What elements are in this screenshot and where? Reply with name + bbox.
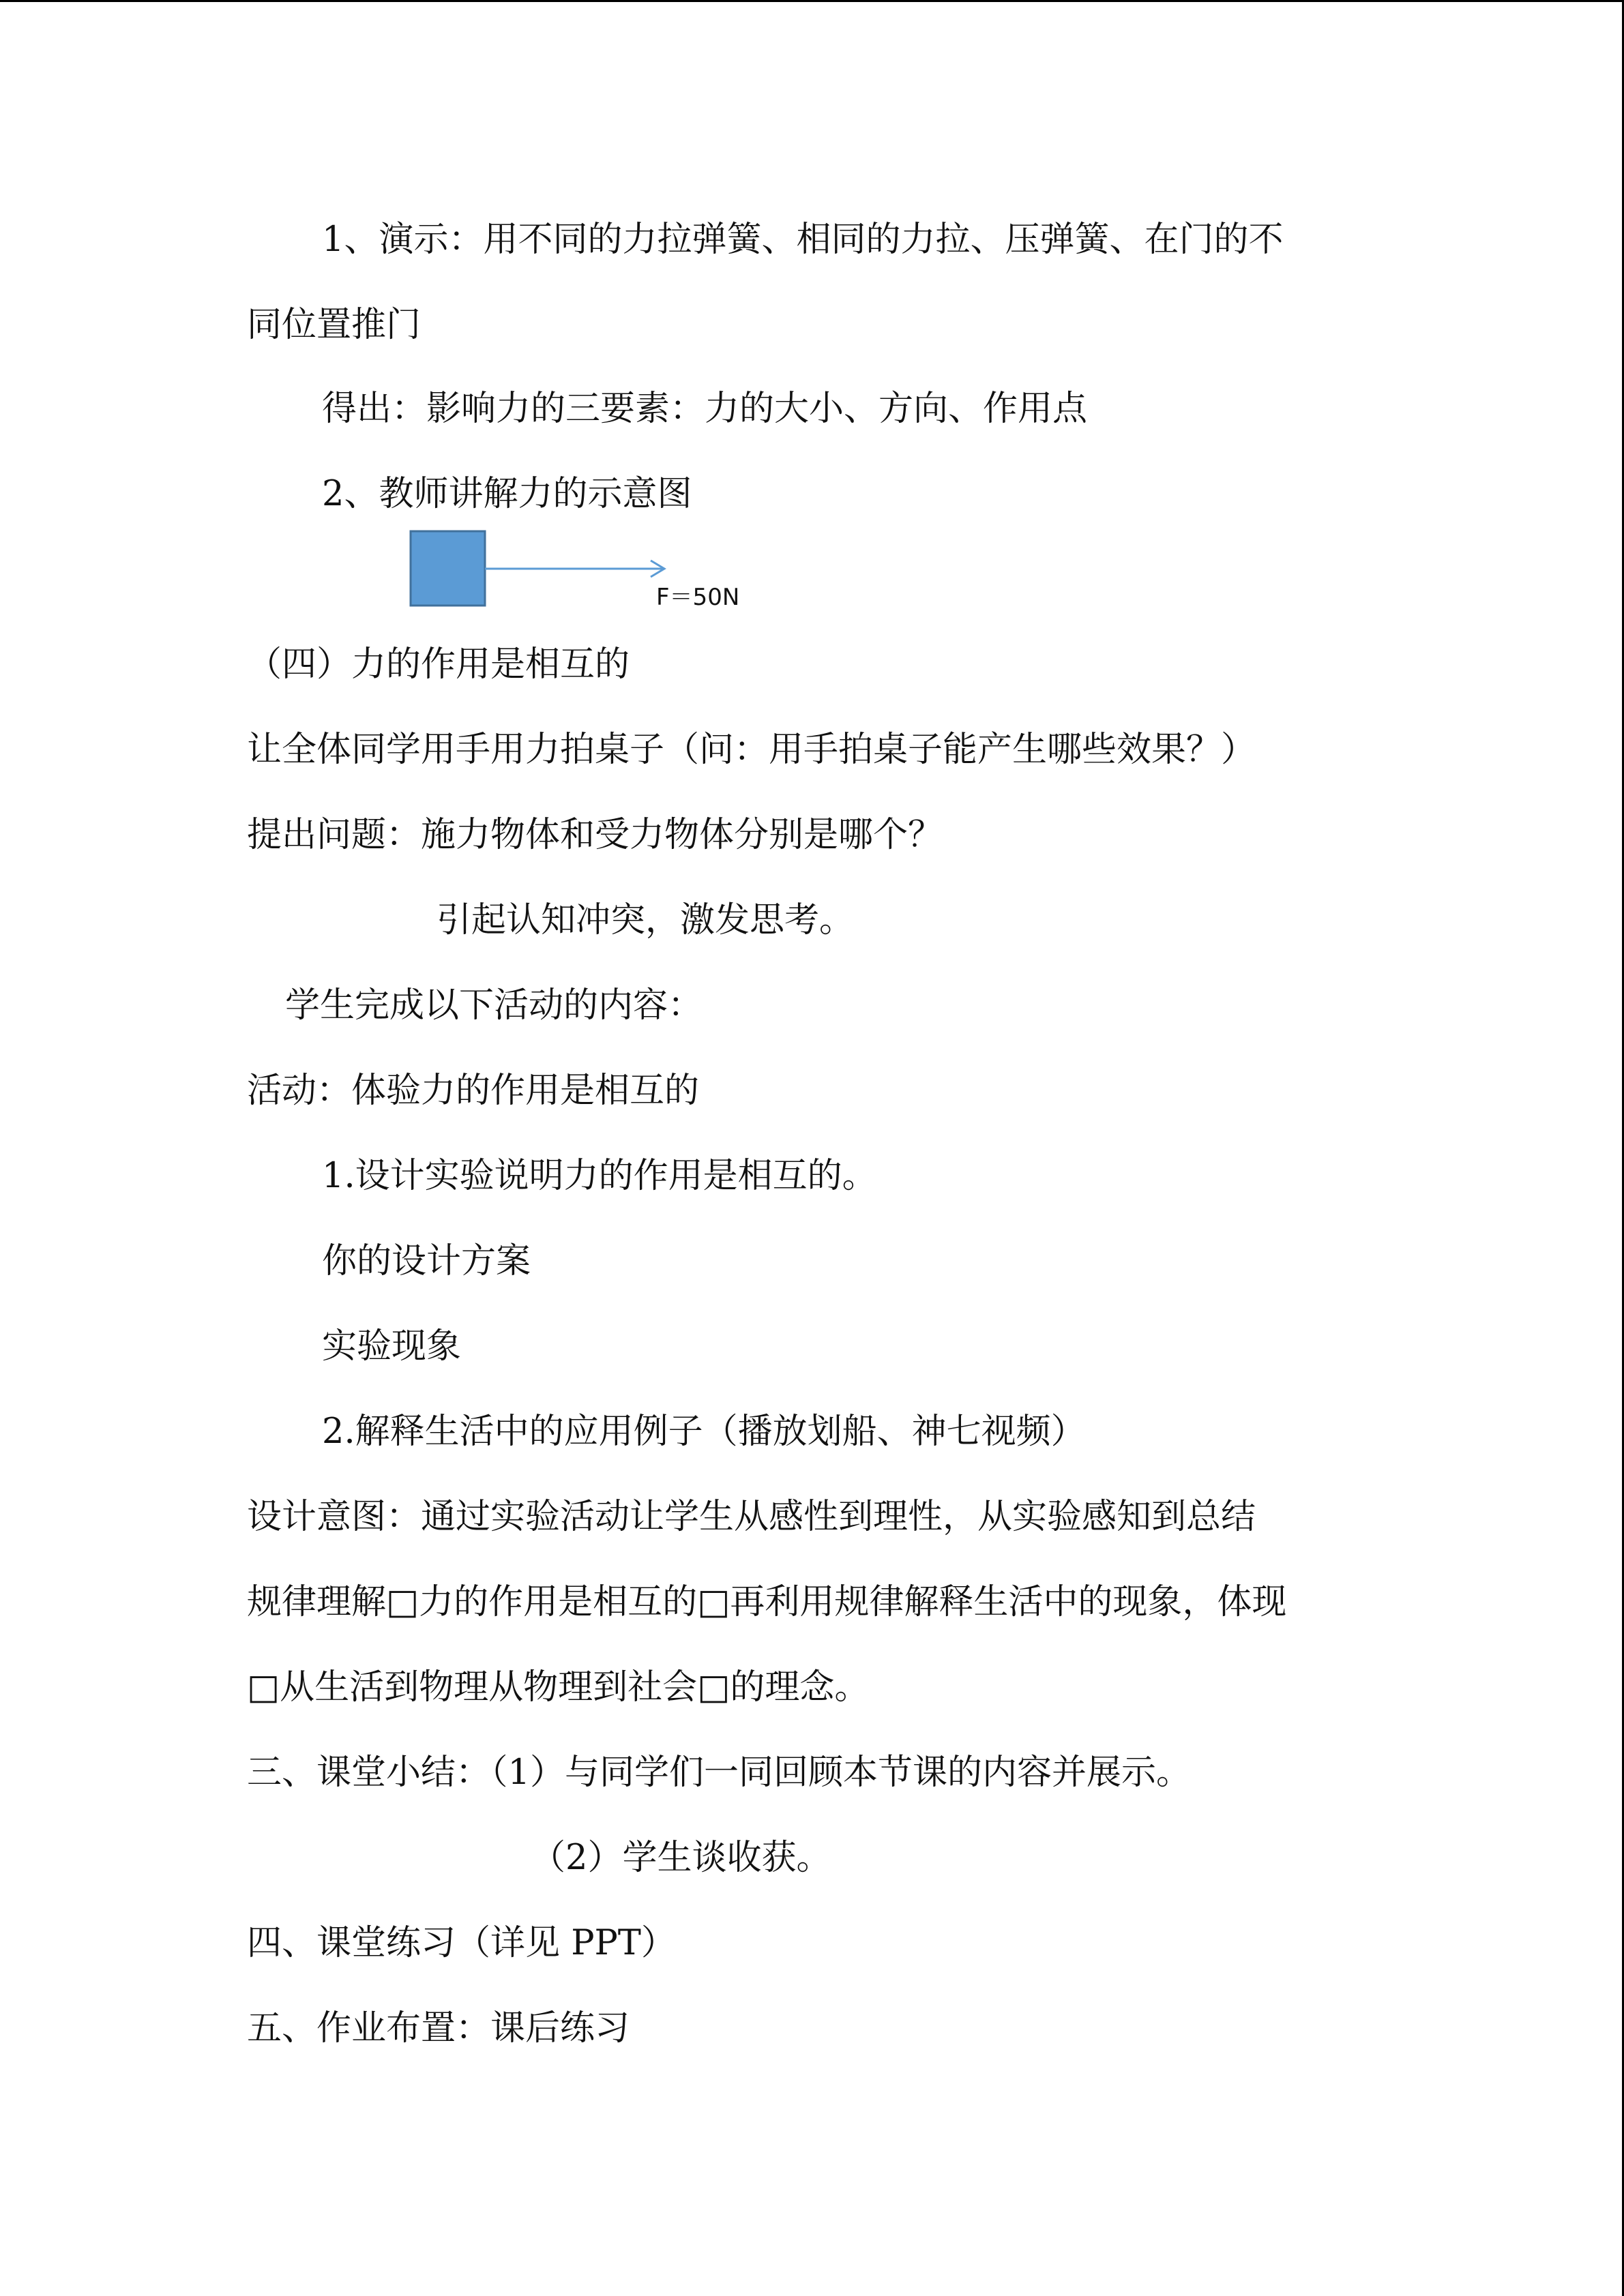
text-line-demo: 1、演示：用不同的力拉弹簧、相同的力拉、压弹簧、在门的不 [322,220,1284,260]
text-line-design-intent: 设计意图：通过实验活动让学生从感性到理性，从实验感知到总结 [247,1497,1256,1537]
text-line-design-plan: 你的设计方案 [322,1241,531,1281]
text-line-demo-cont: 同位置推门 [247,305,422,345]
section-heading-practice: 四、课堂练习（详见 PPT） [247,1923,676,1963]
section-heading-mutual-force: （四）力的作用是相互的 [247,644,630,685]
section-heading-summary: 三、课堂小结：（1）与同学们一同回顾本节课的内容并展示。 [247,1753,1191,1793]
text-line-design-intent-end: □从生活到物理从物理到社会□的理念。 [247,1667,870,1708]
text-line-diagram-intro: 2、教师讲解力的示意图 [322,474,692,514]
text-line-activity-step-2: 2.解释生活中的应用例子（播放划船、神七视频） [322,1412,1086,1452]
text-line-student-activity: 学生完成以下活动的内容： [285,985,703,1026]
text-line-summary-2: （2）学生谈收获。 [531,1838,831,1878]
force-diagram [408,528,763,617]
text-line-design-intent-cont: 规律理解□力的作用是相互的□再利用规律解释生活中的现象，体现 [247,1582,1287,1622]
text-line-three-elements: 得出：影响力的三要素：力的大小、方向、作用点 [322,389,1088,429]
text-line-cognitive-conflict: 引起认知冲突，激发思考。 [437,900,855,940]
text-line-activity-title: 活动：体验力的作用是相互的 [247,1071,700,1111]
force-label: F＝50N [656,584,740,611]
section-heading-homework: 五、作业布置：课后练习 [247,2008,630,2048]
text-line-activity-step-1: 1.设计实验说明力的作用是相互的。 [322,1156,877,1196]
text-line-clap-desk: 让全体同学用手用力拍桌子（问：用手拍桌子能产生哪些效果？） [247,730,1256,770]
text-line-phenomenon: 实验现象 [322,1326,462,1367]
page-top-border [0,0,1624,2]
text-line-question: 提出问题：施力物体和受力物体分别是哪个？ [247,815,943,855]
force-object-box [411,531,485,606]
